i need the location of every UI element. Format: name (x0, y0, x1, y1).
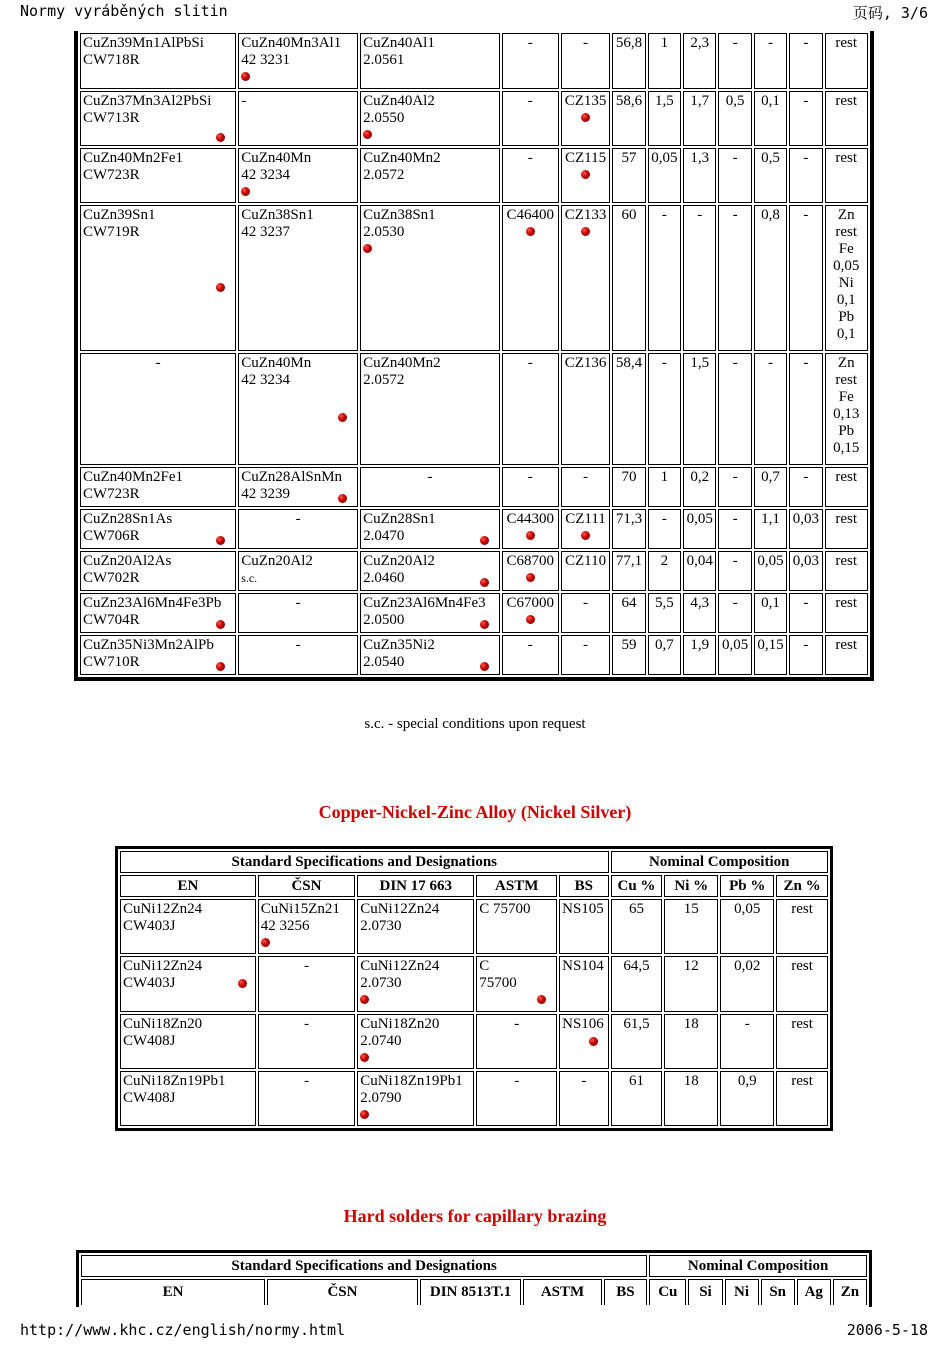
column-header: BS (604, 1279, 647, 1305)
section-title-hard-solders: Hard solders for capillary brazing (343, 1206, 607, 1226)
red-dot-icon (363, 130, 372, 139)
red-dot-icon (360, 1110, 369, 1119)
red-dot-icon (581, 113, 590, 122)
print-header-page: 页码, 3/6 (852, 4, 928, 22)
column-header: DIN 17 663 (357, 875, 474, 897)
column-header: Ni (725, 1279, 759, 1305)
red-dot-icon (360, 995, 369, 1004)
table-row: CuZn40Mn2Fe1 CW723R CuZn28AlSnMn 42 3239 - - - 70 1 0,2 - 0,7 - rest (80, 467, 868, 507)
column-header: Zn % (776, 875, 828, 897)
table-row: CuZn39Sn1 CW719R CuZn38Sn1 42 3237 CuZn38Sn1 2.0530 C46400 CZ133 60 - - - 0,8 - Zn rest Fe 0,05 Ni 0,1 Pb 0,1 (80, 205, 868, 351)
red-dot-icon (581, 227, 590, 236)
table-row: CuZn40Mn2Fe1 CW723R CuZn40Mn 42 3234 CuZn40Mn2 2.0572 - CZ115 57 0,05 1,3 - 0,5 - rest (80, 148, 868, 203)
column-header: Cu % (611, 875, 663, 897)
brass-alloy-table (74, 31, 874, 681)
nickel-silver-table (115, 846, 833, 1131)
table-row: CuZn37Mn3Al2PbSi CW713R - CuZn40Al2 2.0550 - CZ135 58,6 1,5 1,7 0,5 0,1 - rest (80, 91, 868, 146)
column-header: ČSN (258, 875, 355, 897)
print-footer-url: http://www.khc.cz/english/normy.html (20, 1321, 346, 1339)
red-dot-icon (216, 133, 225, 142)
red-dot-icon (480, 578, 489, 587)
red-dot-icon (241, 72, 250, 81)
column-header: Si (688, 1279, 722, 1305)
column-header: Ni % (664, 875, 718, 897)
column-header: DIN 8513T.1 (420, 1279, 521, 1305)
group-header-composition: Nominal Composition (611, 851, 828, 873)
red-dot-icon (589, 1037, 598, 1046)
column-header: ASTM (523, 1279, 602, 1305)
column-header: ASTM (476, 875, 557, 897)
column-header: Sn (761, 1279, 795, 1305)
red-dot-icon (526, 615, 535, 624)
table-row: CuZn23Al6Mn4Fe3Pb CW704R - CuZn23Al6Mn4Fe3 2.0500 C67000 - 64 5,5 4,3 - 0,1 - rest (80, 593, 868, 633)
section-title-nickel-silver: Copper-Nickel-Zinc Alloy (Nickel Silver) (318, 802, 632, 822)
table-row: CuNi12Zn24 CW403J CuNi15Zn21 42 3256 CuNi12Zn24 2.0730 C 75700 NS105 65 15 0,05 rest (120, 899, 828, 954)
red-dot-icon (363, 244, 372, 253)
red-dot-icon (526, 573, 535, 582)
column-header: Pb % (720, 875, 774, 897)
column-header: Ag (797, 1279, 831, 1305)
table-row: CuNi12Zn24 CW403J - CuNi12Zn24 2.0730 C 75700 NS104 64,5 12 0,02 rest (120, 956, 828, 1012)
column-header: Zn (833, 1279, 867, 1305)
red-dot-icon (261, 938, 270, 947)
red-dot-icon (241, 187, 250, 196)
table-row: - CuZn40Mn 42 3234 CuZn40Mn2 2.0572 - CZ136 58,4 - 1,5 - - - Zn rest Fe 0,13 Pb 0,15 (80, 353, 868, 465)
hard-solders-table (76, 1250, 872, 1307)
column-header: EN (120, 875, 256, 897)
table-row: CuZn35Ni3Mn2AlPb CW710R - CuZn35Ni2 2.0540 - - 59 0,7 1,9 0,05 0,15 - rest (80, 635, 868, 675)
group-header-composition: Nominal Composition (649, 1255, 867, 1277)
table-row: CuZn28Sn1As CW706R - CuZn28Sn1 2.0470 C44300 CZ111 71,3 - 0,05 - 1,1 0,03 rest (80, 509, 868, 549)
table-row: CuZn39Mn1AlPbSi CW718R CuZn40Mn3Al1 42 3231 CuZn40Al1 2.0561 - - 56,8 1 2,3 - - - rest (80, 33, 868, 89)
table-row: CuZn20Al2As CW702R CuZn20Al2 s.c. CuZn20Al2 2.0460 C68700 CZ110 77,1 2 0,04 - 0,05 0,03 rest (80, 551, 868, 591)
red-dot-icon (526, 227, 535, 236)
print-footer-date: 2006-5-18 (846, 1321, 928, 1339)
table-row: CuNi18Zn20 CW408J - CuNi18Zn20 2.0740 - NS106 61,5 18 - rest (120, 1014, 828, 1069)
column-header: EN (81, 1279, 265, 1305)
footnote-sc: s.c. - special conditions upon request (364, 716, 586, 732)
red-dot-icon (581, 170, 590, 179)
group-header-spec: Standard Specifications and Designations (120, 851, 609, 873)
red-dot-icon (526, 531, 535, 540)
column-header: Cu (649, 1279, 686, 1305)
red-dot-icon (238, 979, 247, 988)
red-dot-icon (537, 995, 546, 1004)
group-header-spec: Standard Specifications and Designations (81, 1255, 647, 1277)
red-dot-icon (360, 1053, 369, 1062)
red-dot-icon (480, 620, 489, 629)
red-dot-icon (480, 536, 489, 545)
column-header: ČSN (267, 1279, 418, 1305)
print-header-title: Normy vyráběných slitin (20, 2, 228, 20)
red-dot-icon (480, 662, 489, 671)
column-header: BS (559, 875, 608, 897)
red-dot-icon (581, 531, 590, 540)
table-row: CuNi18Zn19Pb1 CW408J - CuNi18Zn19Pb1 2.0790 - - 61 18 0,9 rest (120, 1071, 828, 1126)
red-dot-icon (338, 413, 347, 422)
red-dot-icon (216, 283, 225, 292)
